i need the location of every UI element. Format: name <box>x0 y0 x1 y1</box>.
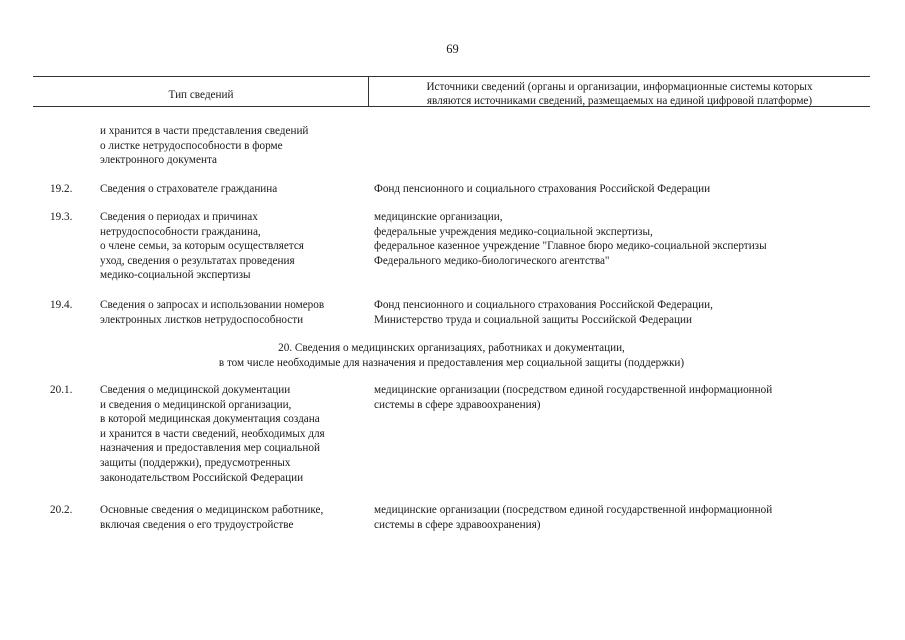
header-type-column: Тип сведений <box>168 89 234 101</box>
row-source-cell <box>374 503 870 532</box>
header-source-line: Источники сведений (органы и организации, информационные системы которых <box>426 81 813 93</box>
cell-line: включая сведения о его трудоустройстве <box>100 518 294 531</box>
row-type-cell <box>100 298 368 327</box>
cell-line: медицинские организации, <box>374 211 503 223</box>
row-type-cell <box>100 383 368 485</box>
cell-line: нетрудоспособности гражданина, <box>100 225 261 238</box>
cell-line: и хранится в части сведений, необходимых для <box>100 427 325 440</box>
header-top-rule <box>33 76 870 77</box>
cell-line: медико-социальной экспертизы <box>100 269 251 282</box>
cell-line: уход, сведения о результатах проведения <box>100 254 295 267</box>
row-type-cell <box>100 210 368 283</box>
cell-line: о листке нетрудоспособности в форме <box>100 139 283 152</box>
cell-line: назначения и предоставления мер социальной <box>100 442 320 455</box>
cell-line: Фонд пенсионного и социального страхования Российской Федерации <box>374 183 711 195</box>
cell-line: федеральное казенное учреждение "Главное бюро медико-социальной экспертизы <box>374 240 767 253</box>
cell-line: Фонд пенсионного и социального страхования Российской Федерации, <box>374 299 713 311</box>
row-source-cell <box>374 210 870 268</box>
cell-line: электронных листков нетрудоспособности <box>100 313 304 326</box>
row-number: 19.4. <box>50 299 73 311</box>
cell-line: Федерального медико-биологического агентства" <box>374 254 610 267</box>
cell-line: о члене семьи, за которым осуществляется <box>100 240 304 253</box>
cell-line: Сведения о запросах и использовании номеров <box>100 299 325 311</box>
continuation-type-cell <box>100 124 368 168</box>
page-number: 69 <box>446 42 459 56</box>
row-type-cell <box>100 503 368 532</box>
cell-line: федеральные учреждения медико-социальной экспертизы, <box>374 225 653 238</box>
row-source-cell <box>374 182 870 197</box>
row-number: 19.3. <box>50 211 73 223</box>
row-number: 19.2. <box>50 183 73 195</box>
row-type-cell <box>100 182 368 197</box>
cell-line: Сведения о страхователе гражданина <box>100 183 278 195</box>
cell-line: медицинские организации (посредством единой государственной информационной <box>374 504 773 516</box>
cell-line: системы в сфере здравоохранения) <box>374 518 541 531</box>
cell-line: Министерство труда и социальной защиты Российской Федерации <box>374 313 692 326</box>
header-bottom-rule <box>33 106 870 107</box>
cell-line: электронного документа <box>100 154 217 167</box>
row-number: 20.2. <box>50 504 73 516</box>
header-source-line: являются источниками сведений, размещаемых на единой цифровой платформе) <box>426 95 813 107</box>
cell-line: и сведения о медицинской организации, <box>100 398 292 411</box>
section-heading-line: 20. Сведения о медицинских организациях, работниках и документации, <box>278 342 625 354</box>
cell-line: Сведения о медицинской документации <box>100 384 291 396</box>
cell-line: медицинские организации (посредством единой государственной информационной <box>374 384 773 396</box>
cell-line: Основные сведения о медицинском работнике, <box>100 504 324 516</box>
cell-line: защиты (поддержки), предусмотренных <box>100 456 291 469</box>
cell-line: законодательством Российской Федерации <box>100 471 304 484</box>
row-source-cell <box>374 383 870 412</box>
cell-line: и хранится в части представления сведений <box>100 125 309 137</box>
row-number: 20.1. <box>50 384 73 396</box>
header-source-column <box>369 80 870 108</box>
cell-line: в которой медицинская документация создана <box>100 413 320 426</box>
section-heading-line: в том числе необходимые для назначения и предоставления мер социальной защиты (поддержки) <box>218 356 685 369</box>
section-heading <box>33 341 870 370</box>
cell-line: Сведения о периодах и причинах <box>100 211 258 223</box>
row-source-cell <box>374 298 870 327</box>
cell-line: системы в сфере здравоохранения) <box>374 398 541 411</box>
